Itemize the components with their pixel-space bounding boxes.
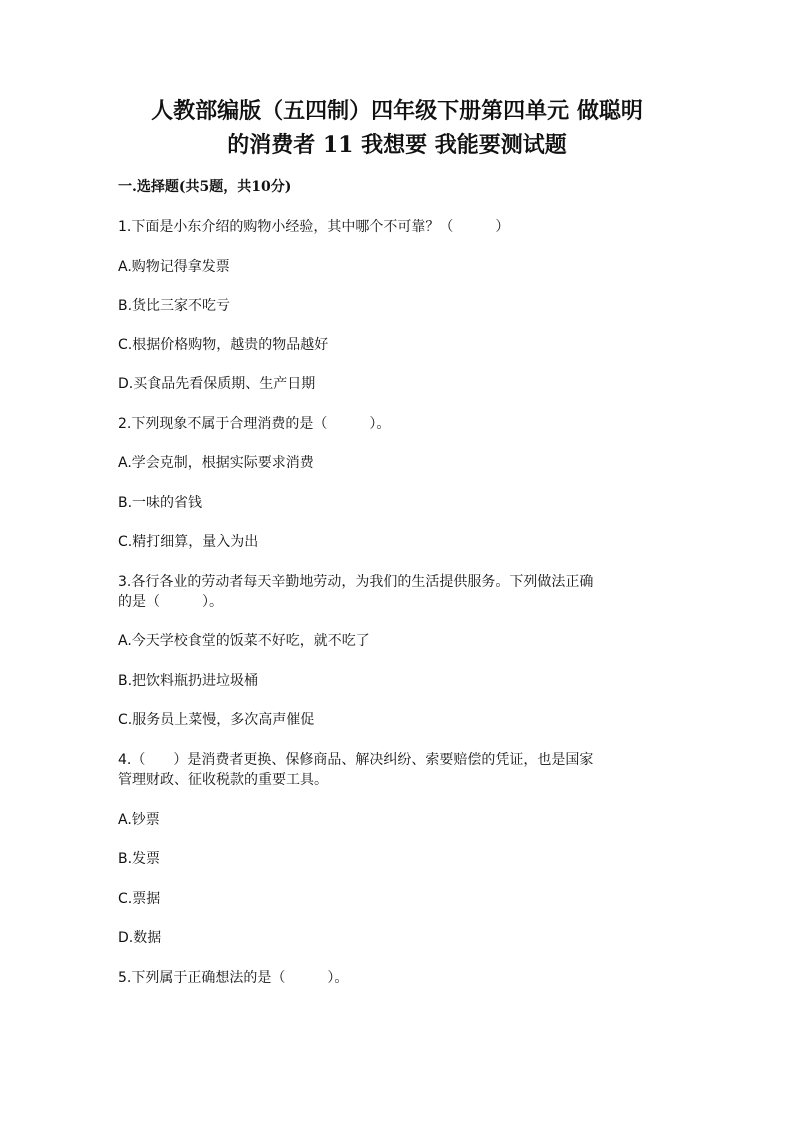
question-1-option-c: C.根据价格购物，越贵的物品越好 bbox=[118, 337, 329, 353]
question-2-stem: 2.下列现象不属于合理消费的是（ ）。 bbox=[118, 416, 391, 432]
question-3-option-b: B.把饮料瓶扔进垃圾桶 bbox=[118, 673, 259, 689]
question-4-stem-line-1: 4.（ ）是消费者更换、保修商品、解决纠纷、索要赔偿的凭证，也是国家 bbox=[118, 752, 594, 768]
question-2-option-c: C.精打细算，量入为出 bbox=[118, 534, 259, 550]
question-3-option-c: C.服务员上菜慢，多次高声催促 bbox=[118, 712, 315, 728]
question-1-option-a: A.购物记得拿发票 bbox=[118, 259, 230, 275]
question-5-stem: 5.下列属于正确想法的是（ ）。 bbox=[118, 970, 349, 986]
question-3-stem-line-1: 3.各行各业的劳动者每天辛勤地劳动，为我们的生活提供服务。下列做法正确 bbox=[118, 574, 594, 590]
question-4-stem-line-2: 管理财政、征收税款的重要工具。 bbox=[118, 772, 328, 788]
question-4-option-a: A.钞票 bbox=[118, 812, 160, 828]
question-4-option-d: D.数据 bbox=[118, 930, 162, 946]
document-title-line-2: 的消费者 11 我想要 我能要测试题 bbox=[227, 132, 567, 158]
question-3-option-a: A.今天学校食堂的饭菜不好吃，就不吃了 bbox=[118, 633, 370, 649]
question-2-option-b: B.一味的省钱 bbox=[118, 495, 203, 511]
question-4-option-c: C.票据 bbox=[118, 891, 161, 907]
question-1-stem: 1.下面是小东介绍的购物小经验，其中哪个不可靠？（ ） bbox=[118, 219, 510, 235]
question-4-option-b: B.发票 bbox=[118, 851, 161, 867]
document-title-line-1: 人教部编版（五四制）四年级下册第四单元 做聪明 bbox=[151, 98, 643, 124]
question-1-option-b: B.货比三家不吃亏 bbox=[118, 298, 231, 314]
question-3-stem-line-2: 的是（ ）。 bbox=[118, 594, 223, 610]
question-1-option-d: D.买食品先看保质期、生产日期 bbox=[118, 376, 316, 392]
question-2-option-a: A.学会克制，根据实际要求消费 bbox=[118, 455, 314, 471]
section-heading: 一.选择题(共5题，共10分) bbox=[118, 179, 292, 195]
